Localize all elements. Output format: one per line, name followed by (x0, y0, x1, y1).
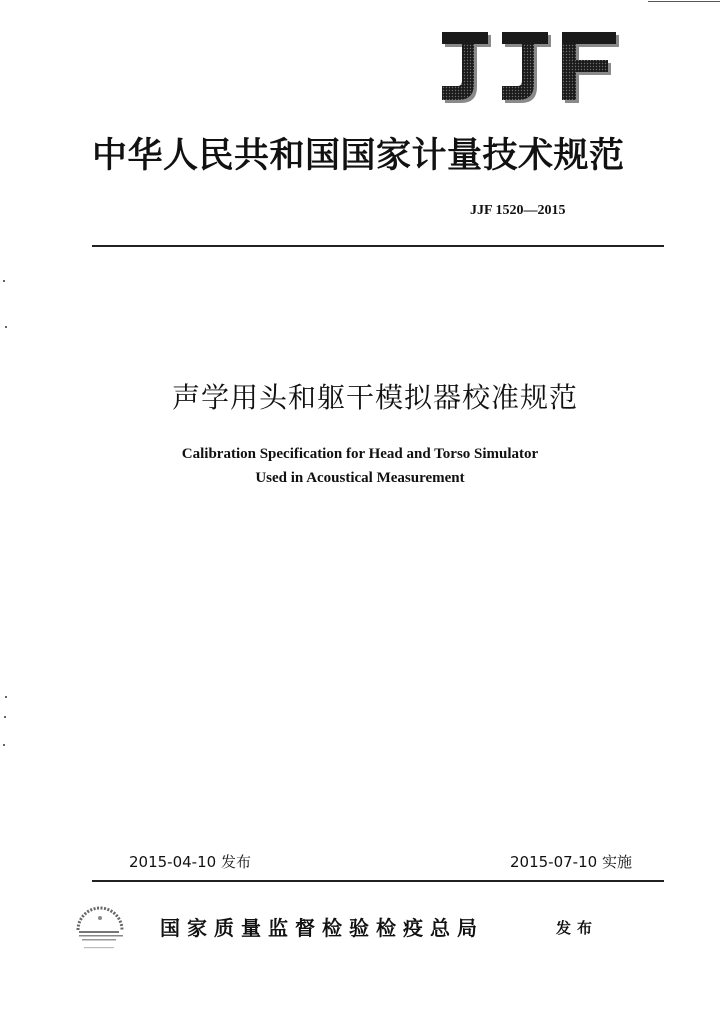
header-divider (92, 245, 664, 247)
english-title-line-2: Used in Acoustical Measurement (255, 470, 465, 486)
publisher-stamp (70, 900, 130, 958)
organization-title: 中华人民共和国国家计量技术规范 (92, 135, 625, 176)
jjf-logo (436, 26, 622, 106)
issue-date: 2015-04-10 发布 (129, 853, 251, 871)
margin-mark (5, 696, 7, 698)
footer-divider (92, 880, 664, 882)
margin-mark (5, 326, 7, 328)
logo-letter-f (562, 32, 619, 103)
logo-letter-j1 (442, 32, 491, 103)
margin-mark (3, 744, 5, 746)
issuing-action: 发布 (556, 919, 599, 937)
chinese-title: 声学用头和躯干模拟器校准规范 (171, 381, 578, 414)
logo-letter-j2 (502, 32, 551, 103)
scan-edge-line (648, 1, 720, 2)
english-title-line-1: Calibration Specification for Head and Torso Simulator (181, 446, 539, 462)
margin-mark (4, 716, 6, 718)
effective-date: 2015-07-10 实施 (510, 853, 632, 871)
issuing-authority: 国家质量监督检验检疫总局 (160, 916, 484, 940)
margin-mark (3, 280, 5, 282)
standard-number: JJF 1520—2015 (470, 203, 566, 218)
